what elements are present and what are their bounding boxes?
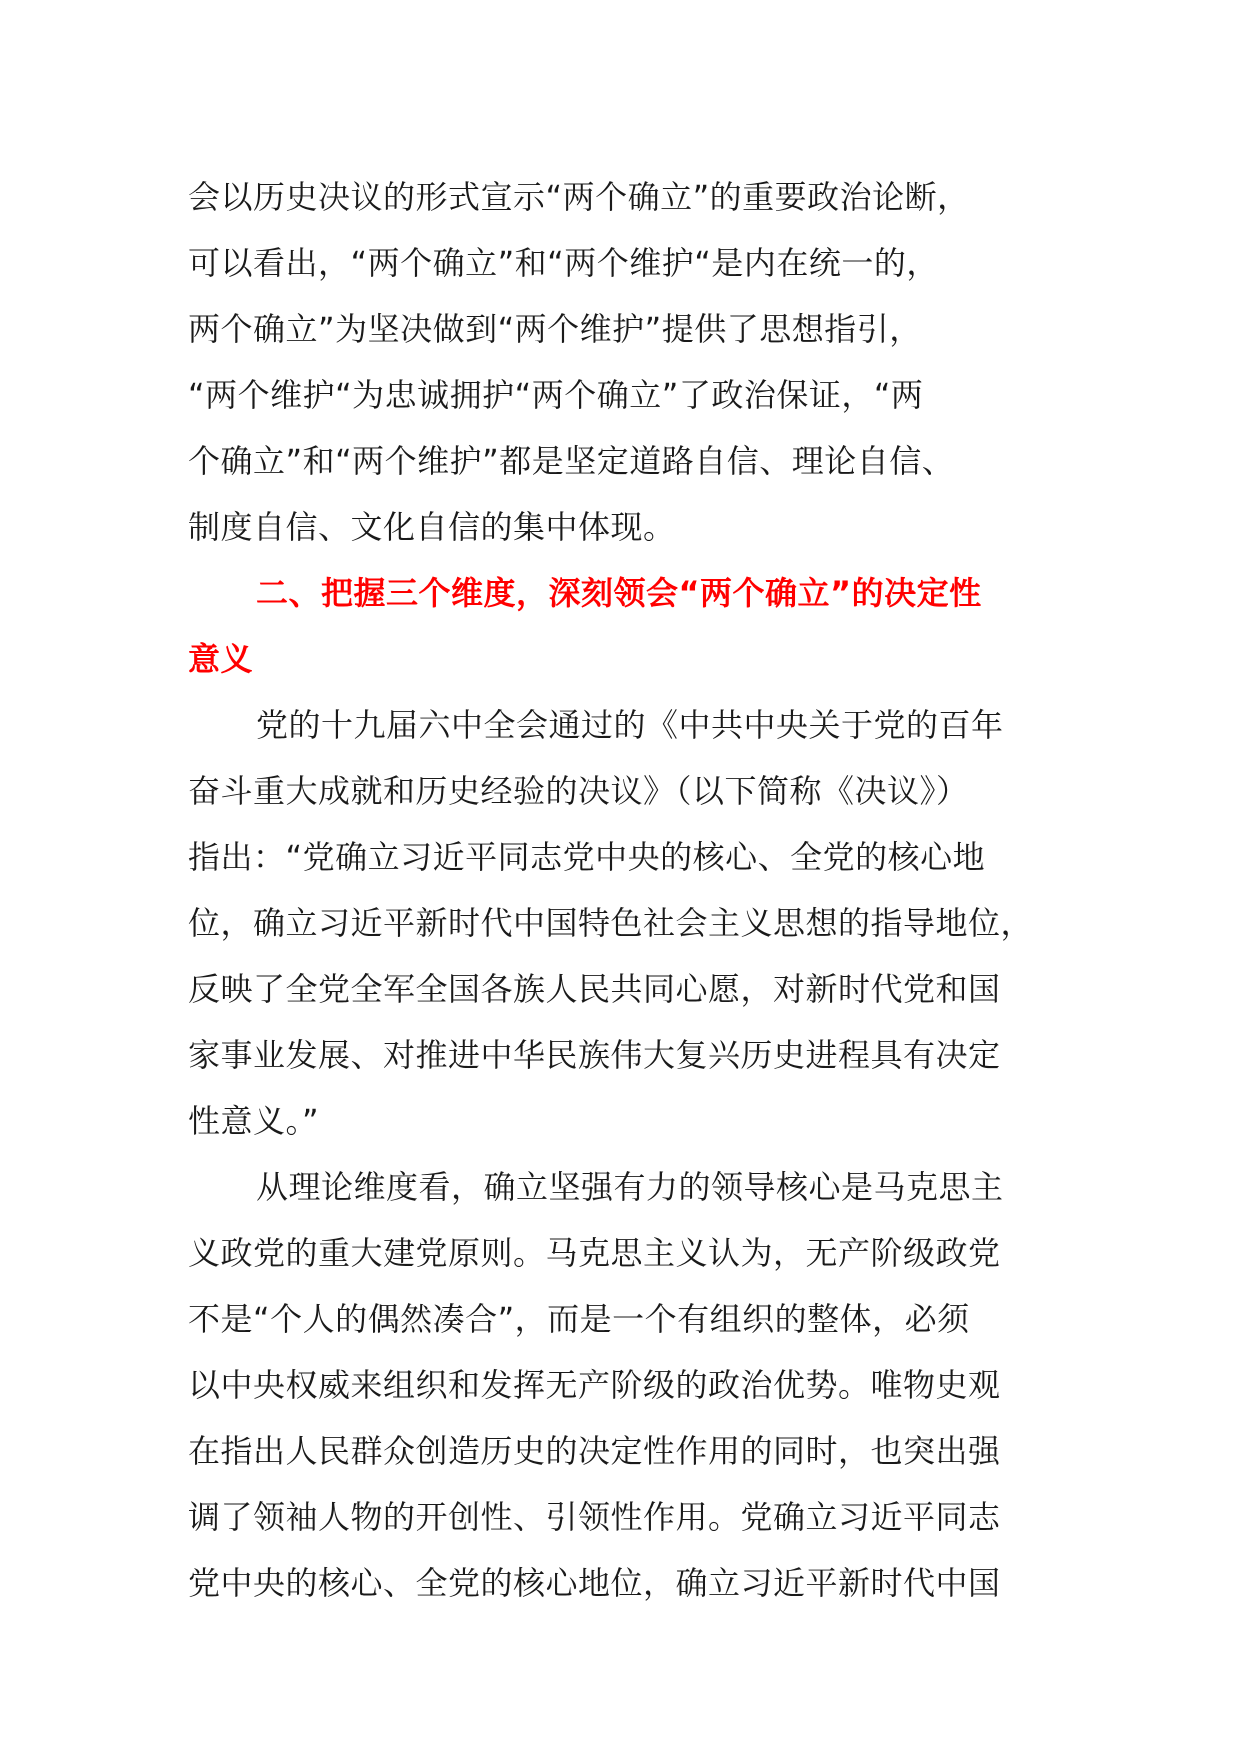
heading-line: 二、把握三个维度，深刻领会“两个确立”的决定性: [256, 574, 982, 612]
text-line: 以中央权威来组织和发挥无产阶级的政治优势。唯物史观: [188, 1366, 1001, 1404]
document-body: [188, 164, 1058, 1616]
text-line: 制度自信、文化自信的集中体现。: [188, 508, 676, 546]
text-line: 义政党的重大建党原则。马克思主义认为，无产阶级政党: [188, 1234, 1001, 1272]
text-line: 党的十九届六中全会通过的《中共中央关于党的百年: [256, 706, 1004, 744]
text-line: 性意义。”: [188, 1102, 320, 1140]
text-line: 指出：“党确立习近平同志党中央的核心、全党的核心地: [188, 838, 986, 876]
text-line: 党中央的核心、全党的核心地位，确立习近平新时代中国: [188, 1564, 1001, 1602]
text-line: 个确立”和“两个维护”都是坚定道路自信、理论自信、: [188, 442, 955, 480]
text-line: 可以看出，“两个确立”和“两个维护“是内在统一的，: [188, 244, 939, 282]
text-line: 家事业发展、对推进中华民族伟大复兴历史进程具有决定: [188, 1036, 1001, 1074]
text-line: 位，确立习近平新时代中国特色社会主义思想的指导地位，: [188, 904, 1034, 942]
text-line: 从理论维度看，确立坚强有力的领导核心是马克思主: [256, 1168, 1004, 1206]
text-line: 反映了全党全军全国各族人民共同心愿，对新时代党和国: [188, 970, 1001, 1008]
text-line: “两个维护“为忠诚拥护“两个确立”了政治保证，“两: [188, 376, 924, 414]
section-heading: [188, 560, 1058, 692]
paragraph-resolution-quote: [188, 692, 1058, 1154]
text-line: 奋斗重大成就和历史经验的决议》（以下简称《决议》）: [188, 772, 969, 810]
text-line: 不是“个人的偶然凑合”，而是一个有组织的整体，必须: [188, 1300, 970, 1338]
heading-line: 意义: [188, 640, 254, 678]
text-line: 两个确立”为坚决做到“两个维护”提供了思想指引，: [188, 310, 922, 348]
text-line: 在指出人民群众创造历史的决定性作用的同时，也突出强: [188, 1432, 1001, 1470]
paragraph-theory-dimension: [188, 1154, 1058, 1616]
text-line: 会以历史决议的形式宣示“两个确立”的重要政治论断，: [188, 178, 970, 216]
paragraph-continued: [188, 164, 1058, 560]
text-line: 调了领袖人物的开创性、引领性作用。党确立习近平同志: [188, 1498, 1001, 1536]
